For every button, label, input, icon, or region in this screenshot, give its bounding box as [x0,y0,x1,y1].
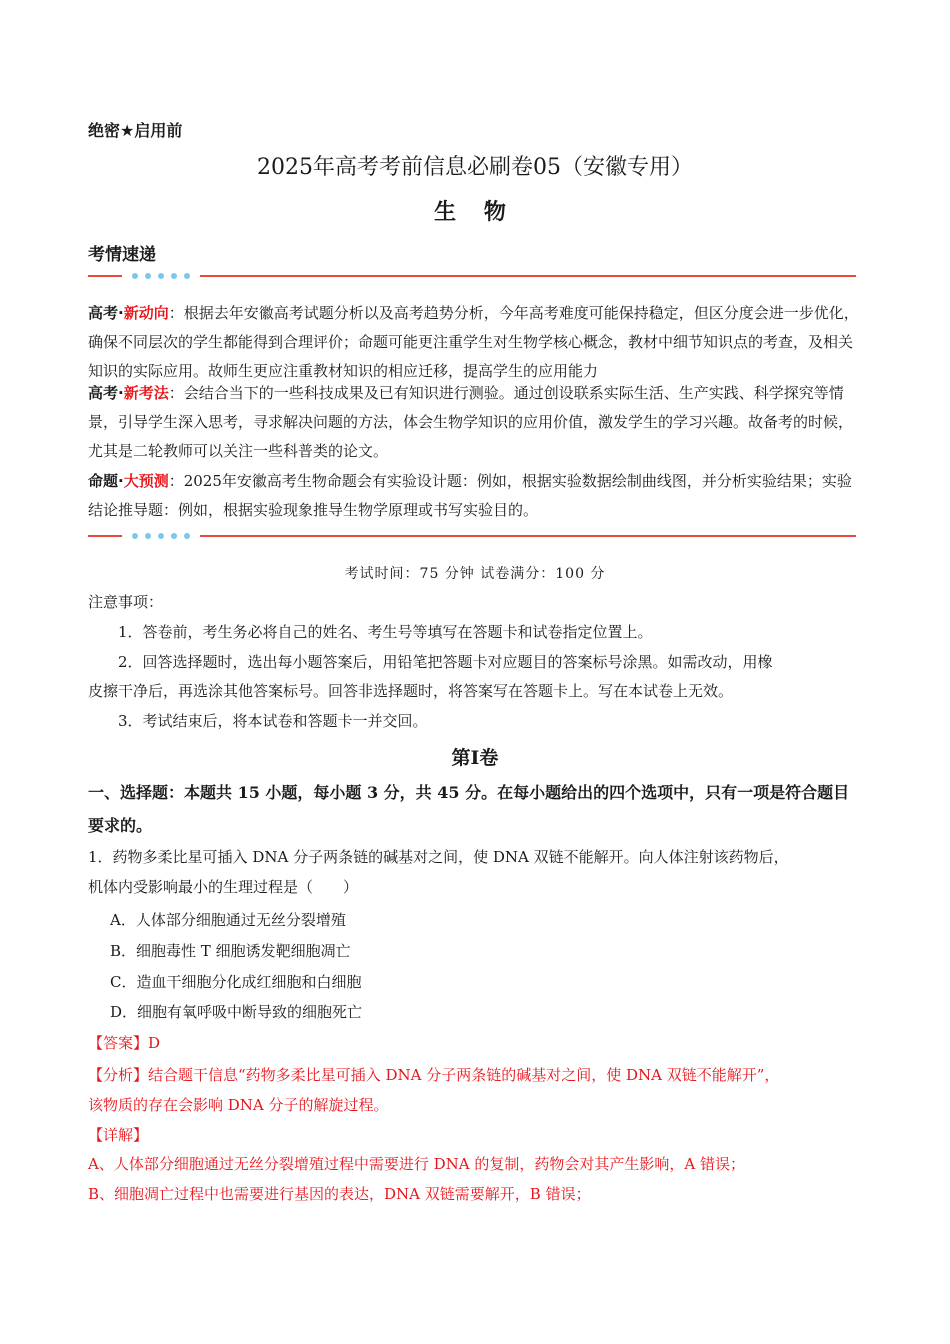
question-1-detail-b: B、细胞凋亡过程中也需要进行基因的表达，DNA 双链需要解开，B 错误； [88,1185,591,1203]
overview-prediction [88,467,860,525]
question-1-option-b: B．细胞毒性 T 细胞诱发靶细胞凋亡 [110,942,351,960]
question-1-answer: 【答案】D [88,1034,161,1052]
divider-bottom [88,530,856,542]
question-1-option-c: C．造血干细胞分化成红细胞和白细胞 [110,973,362,991]
overview-new-trend [88,299,860,386]
new-method-text: ：会结合当下的一些科技成果及已有知识进行测验。通过创设联系实际生活、生产实践、科学探究等情景，引导学生深入思考，寻求解决问题的方法，体会生物学知识的应用价值，激发学生的学习兴趣。故备考的时候，尤其是二轮教师可以关注一些科普类的论文。 [88,384,854,460]
note-item-1: 1．答卷前，考生务必将自己的姓名、考生号等填写在答题卡和试卷指定位置上。 [118,623,653,641]
question-1-detail-heading: 【详解】 [88,1126,149,1144]
exam-time-score: 考试时间：75 分钟 试卷满分：100 分 [344,566,606,582]
divider-top [88,270,856,282]
question-1-stem-line1: 1．药物多柔比星可插入 DNA 分子两条链的碱基对之间，使 DNA 双链不能解开。向人体注射该药物后， [88,848,789,866]
question-1-analysis-line1: 【分析】结合题干信息“药物多柔比星可插入 DNA 分子两条链的碱基对之间，使 DNA 双链不能解开”， [88,1066,780,1084]
question-1-option-a: A．人体部分细胞通过无丝分裂增殖 [110,911,346,929]
question-1-analysis-line2: 该物质的存在会影响 DNA 分子的解旋过程。 [88,1096,389,1114]
prediction-prefix: 命题· [88,472,124,490]
note-item-2-line1: 2．回答选择题时，选出每小题答案后，用铅笔把答题卡对应题目的答案标号涂黑。如需改动，用橡 [118,653,773,671]
new-method-label: 新考法 [123,384,169,402]
new-trend-text: ：根据去年安徽高考试题分析以及高考趋势分析，今年高考难度可能保持稳定，但区分度会进一步优化，确保不同层次的学生都能得到合理评价；命题可能更注重学生对生物学核心概念，教材中细节知识点的考查，及相关知识的实际应用。故师生更应注重教材知识的相应迁移，提高学生的应用能力 [88,304,859,380]
question-1-option-d: D．细胞有氧呼吸中断导致的细胞死亡 [110,1003,363,1021]
new-trend-prefix: 高考· [88,304,124,322]
section-one-heading: 一、选择题：本题共 15 小题，每小题 3 分，共 45 分。在每小题给出的四个选项中，只有一项是符合题目要求的。 [88,783,850,835]
prediction-label: 大预测 [123,472,169,490]
exam-title: 2025年高考考前信息必刷卷05（安徽专用） [257,155,693,180]
subject-title: 生 物 [434,199,516,225]
new-trend-label: 新动向 [123,304,169,322]
overview-new-method [88,379,860,466]
question-1-stem-line2: 机体内受影响最小的生理过程是（ ） [88,878,359,896]
notes-heading: 注意事项： [88,593,164,611]
note-item-2-line2: 皮擦干净后，再选涂其他答案标号。回答非选择题时，将答案写在答题卡上。写在本试卷上无效。 [88,682,734,700]
note-item-3: 3．考试结束后，将本试卷和答题卡一并交回。 [118,712,428,730]
prediction-text: ：2025年安徽高考生物命题会有实验设计题：例如，根据实验数据绘制曲线图，并分析实验结果；实验结论推导题：例如，根据实验现象推导生物学原理或书写实验目的。 [88,472,852,519]
confidential-label: 绝密★启用前 [88,121,183,140]
volume-title: 第Ⅰ卷 [451,747,499,769]
overview-heading: 考情速递 [88,245,156,265]
new-method-prefix: 高考· [88,384,124,402]
question-1-detail-a: A、人体部分细胞通过无丝分裂增殖过程中需要进行 DNA 的复制，药物会对其产生影响，A 错误； [88,1155,745,1173]
